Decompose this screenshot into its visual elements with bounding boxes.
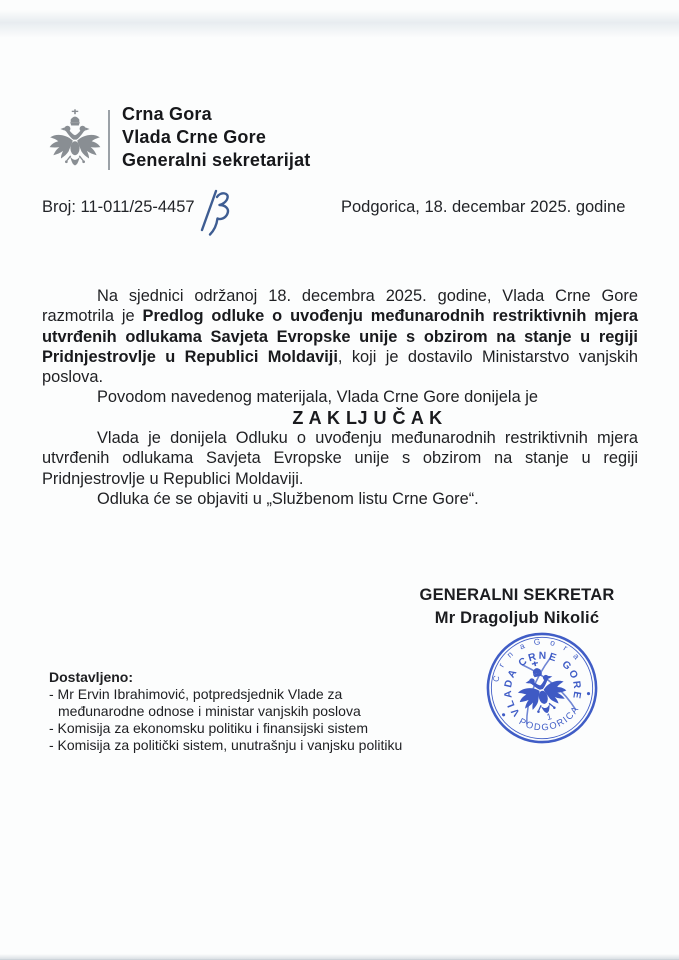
org-government: Vlada Crne Gore	[122, 127, 267, 147]
reference-number: Broj: 11-011/25-4457	[42, 198, 195, 216]
paragraph-session	[42, 286, 638, 387]
seal-number: 1	[545, 711, 553, 723]
seal-city-text: PODGORICA	[517, 703, 582, 733]
distribution-item: - Mr Ervin Ibrahimović, potpredsjednik Vlade za	[49, 686, 343, 702]
letterhead-org-block	[122, 103, 311, 172]
signatory-title: GENERALNI SEKRETAR	[419, 586, 615, 604]
letterhead-divider	[108, 110, 110, 170]
distribution-label: Dostavljeno:	[49, 669, 134, 685]
distribution-item: - Komisija za ekonomsku politiku i finansijski sistem	[49, 720, 368, 736]
paragraph-session-tail: , koji je dostavilo Ministarstvo vanjskih poslova.	[42, 347, 638, 387]
paragraph-intro-conclusion: Povodom navedenog materijala, Vlada Crne Gore donijela je	[97, 388, 538, 407]
distribution-item: - Komisija za politički sistem, unutrašnju i vanjsku politiku	[49, 737, 403, 753]
org-country: Crna Gora	[122, 104, 212, 124]
paragraph-session-lead: Na sjednici održanoj 18. decembra 2025. godine, Vlada Crne Gore razmotrila je	[42, 287, 638, 326]
scan-artifact-bottom	[0, 954, 679, 960]
scan-artifact-top	[0, 10, 679, 38]
document-body	[42, 286, 638, 509]
seal-ring-text: C r n a G o r a	[490, 636, 585, 683]
government-seal-stamp	[470, 616, 613, 759]
org-secretariat: Generalni sekretarijat	[122, 150, 311, 170]
montenegro-coat-of-arms-icon	[48, 107, 102, 170]
seal-title-text: VLADA CRNE GORE	[502, 650, 583, 718]
distribution-item-continuation: međunarodne odnose i ministar vanjskih poslova	[58, 703, 361, 719]
paragraph-session-emphasis: Predlog odluke o uvođenju međunarodnih restriktivnih mjera utvrđenih odlukama Savjeta Evropske unije s obzirom na stanje u regiji Pridnjestrovlje u Republici Moldaviji	[42, 307, 638, 366]
signature-block	[398, 584, 636, 630]
paragraph-decision: Vlada je donijela Odluku o uvođenju međunarodnih restriktivnih mjera utvrđenih odlukama Savjeta Evropske unije s obzirom na stanje u regiji Pridnjestrovlje u Republici Moldaviji.	[42, 429, 638, 488]
paragraph-publication: Odluka će se objaviti u „Službenom listu Crne Gore“.	[97, 489, 479, 508]
place-and-date: Podgorica, 18. decembar 2025. godine	[341, 198, 626, 216]
conclusion-heading: Z A K LJ U Č A K	[292, 407, 443, 428]
distribution-list	[49, 669, 402, 754]
signatory-name: Mr Dragoljub Nikolić	[434, 609, 600, 627]
handwritten-annex-number-icon	[196, 184, 240, 240]
